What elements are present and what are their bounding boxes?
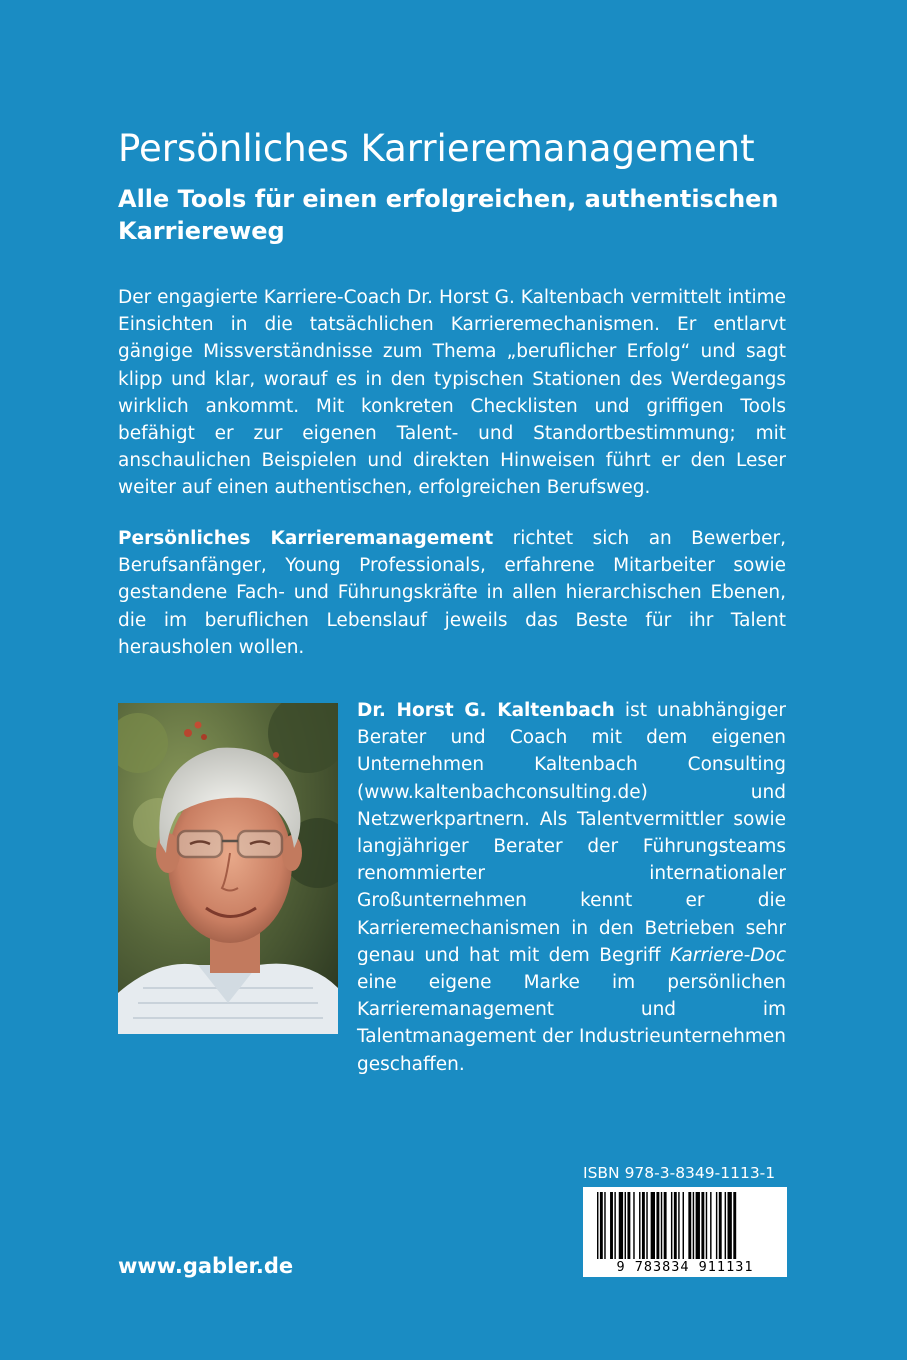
barcode-bar <box>674 1192 677 1260</box>
barcode-bar <box>696 1192 700 1260</box>
barcode-bar <box>619 1192 623 1260</box>
barcode-bar <box>661 1192 662 1260</box>
barcode-bar <box>625 1192 626 1260</box>
isbn-barcode <box>583 1187 787 1277</box>
barcode-bar <box>688 1192 691 1260</box>
audience-text: richtet sich an Bewerber, Berufsanfänger, Young Professionals, erfahrene Mitarbeiter sowie gestandene Fach- und Führungskräfte in allen hierarchischen Ebenen, die im beruflichen Lebenslauf jeweils das Beste für ihr Talent herausholen wollen. <box>118 528 786 658</box>
barcode-bar <box>701 1192 704 1260</box>
author-bio <box>357 697 786 1078</box>
author-bio-text-1: ist unabhängiger Berater und Coach mit dem eigenen Unternehmen Kaltenbach Consulting (www.kaltenbachconsulting.de) und Netzwerkpartnern. Als Talentvermittler sowie langjähriger Berater der Führungsteams renommierter internationaler Großunternehmen kennt er die Karrieremechanismen in den Betrieben sehr genau und hat mit dem Begriff <box>357 700 786 966</box>
barcode-bar <box>733 1192 736 1260</box>
blurb-paragraph: Der engagierte Karriere-Coach Dr. Horst G. Kaltenbach vermittelt intime Einsichten in die tatsächlichen Karrieremechanismen. Er entlarvt gängige Missverständnisse zum Thema „beruflicher Erfolg“ und sagt klipp und klar, worauf es in den typischen Stationen des Werdegangs wirklich ankommt. Mit konkreten Checklisten und griffigen Tools befähigt er zur eigenen Talent- und Standortbestimmung; mit anschaulichen Beispielen und direkten Hinweisen führt er den Leser weiter auf einen authentischen, erfolgreichen Berufsweg. <box>118 287 786 499</box>
book-title: Persönliches Karrieremanagement <box>118 127 755 170</box>
barcode-bar <box>710 1192 711 1260</box>
author-name: Dr. Horst G. Kaltenbach <box>357 700 615 721</box>
barcode-bar <box>678 1192 679 1260</box>
barcode-bar <box>719 1192 722 1260</box>
audience-book-title: Persönliches Karrieremanagement <box>118 528 494 549</box>
barcode-bar <box>597 1192 598 1260</box>
barcode-bar <box>633 1192 634 1260</box>
brand-karriere-doc: Karriere-Doc <box>670 944 786 966</box>
barcode-bar <box>706 1192 707 1260</box>
barcode-bar <box>656 1192 659 1260</box>
barcode-bar <box>651 1192 655 1260</box>
barcode-bar <box>693 1192 694 1260</box>
author-photo <box>118 703 338 1034</box>
isbn-label: ISBN 978-3-8349-1113-1 <box>583 1164 776 1182</box>
audience-paragraph <box>118 525 786 661</box>
barcode-bar <box>642 1192 645 1260</box>
author-bio-text-2: eine eigene Marke im persönlichen Karrieremanagement und im Talentmanagement der Industrieunternehmen geschaffen. <box>357 972 786 1075</box>
barcode-bar <box>671 1192 672 1260</box>
barcode-bar <box>728 1192 732 1260</box>
barcode-bar <box>646 1192 647 1260</box>
book-subtitle: Alle Tools für einen erfolgreichen, authentischen Karriereweg <box>118 185 779 245</box>
barcode-bar <box>604 1192 605 1260</box>
barcode-bar <box>683 1192 684 1260</box>
barcode-bar <box>627 1192 630 1260</box>
barcode-bar <box>716 1192 717 1260</box>
barcode-bar <box>664 1192 667 1260</box>
barcode-bar <box>639 1192 640 1260</box>
barcode-bar <box>600 1192 603 1260</box>
barcode-digits: 9 783834 911131 <box>583 1259 787 1275</box>
barcode-bar <box>614 1192 615 1260</box>
barcode-bar <box>725 1192 726 1260</box>
publisher-url[interactable]: www.gabler.de <box>118 1254 294 1278</box>
barcode-bar <box>610 1192 613 1260</box>
